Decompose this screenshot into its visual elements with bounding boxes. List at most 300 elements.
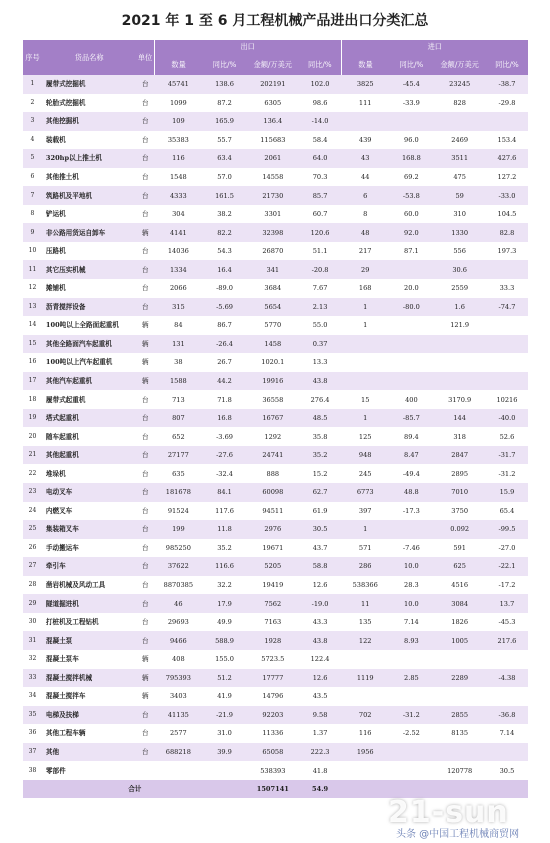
export-amount-yoy: 64.0	[299, 149, 341, 168]
table-row	[23, 576, 528, 595]
export-qty: 91524	[154, 502, 202, 521]
table-row	[23, 242, 528, 261]
row-number: 27	[23, 557, 42, 576]
row-name: 混凝土泵	[42, 631, 136, 650]
row-number: 31	[23, 631, 42, 650]
export-yoy: 54.3	[203, 242, 247, 261]
export-amount-yoy: 12.6	[299, 576, 341, 595]
table-row	[23, 335, 528, 354]
table-row	[23, 427, 528, 446]
row-number: 19	[23, 409, 42, 428]
table-row	[23, 131, 528, 150]
import-amount: 591	[433, 539, 485, 558]
import-qty: 43	[341, 149, 389, 168]
export-yoy: 26.7	[203, 353, 247, 372]
export-amount: 60098	[247, 483, 299, 502]
import-amount-yoy: -99.5	[486, 520, 528, 539]
import-amount-yoy: 13.7	[486, 594, 528, 613]
export-qty: 985250	[154, 539, 202, 558]
export-amount: 5205	[247, 557, 299, 576]
total-export-amount: 1507141	[247, 780, 299, 799]
import-amount-yoy	[486, 743, 528, 762]
row-number: 23	[23, 483, 42, 502]
table-row	[23, 390, 528, 409]
export-yoy: 32.2	[203, 576, 247, 595]
row-number: 3	[23, 112, 42, 131]
import-amount-yoy	[486, 335, 528, 354]
row-name: 100吨以上全路面起重机	[42, 316, 136, 335]
export-amount-yoy: 15.2	[299, 464, 341, 483]
header-export-yoy: 同比/%	[203, 54, 247, 75]
import-qty: 1119	[341, 669, 389, 688]
export-amount: 6305	[247, 94, 299, 113]
row-unit	[136, 761, 154, 780]
export-yoy: 155.0	[203, 650, 247, 669]
export-amount: 7562	[247, 594, 299, 613]
row-number: 10	[23, 242, 42, 261]
import-amount-yoy: -31.7	[486, 446, 528, 465]
table-row	[23, 724, 528, 743]
export-amount-yoy: 41.8	[299, 761, 341, 780]
import-qty: 116	[341, 724, 389, 743]
row-number: 28	[23, 576, 42, 595]
export-qty: 635	[154, 464, 202, 483]
export-amount-yoy: 2.13	[299, 298, 341, 317]
import-yoy	[389, 335, 433, 354]
export-yoy: 11.8	[203, 520, 247, 539]
export-amount-yoy: 222.3	[299, 743, 341, 762]
row-name: 铲运机	[42, 205, 136, 224]
export-qty: 14036	[154, 242, 202, 261]
row-unit: 台	[136, 131, 154, 150]
table-row	[23, 446, 528, 465]
import-amount: 8135	[433, 724, 485, 743]
import-amount-yoy: 30.5	[486, 761, 528, 780]
row-name: 压路机	[42, 242, 136, 261]
row-name: 筑路机及平地机	[42, 186, 136, 205]
table-row	[23, 650, 528, 669]
import-yoy: 10.0	[389, 594, 433, 613]
import-amount-yoy	[486, 650, 528, 669]
header-name: 货品名称	[42, 40, 136, 75]
export-qty: 315	[154, 298, 202, 317]
row-number: 7	[23, 186, 42, 205]
export-amount: 2976	[247, 520, 299, 539]
import-qty: 1	[341, 409, 389, 428]
import-yoy: 48.8	[389, 483, 433, 502]
import-yoy	[389, 761, 433, 780]
table-row	[23, 557, 528, 576]
import-amount-yoy: -40.0	[486, 409, 528, 428]
export-yoy: 51.2	[203, 669, 247, 688]
export-yoy: 41.9	[203, 687, 247, 706]
import-yoy: 92.0	[389, 223, 433, 242]
import-amount: 1005	[433, 631, 485, 650]
row-number: 35	[23, 706, 42, 725]
table-row	[23, 761, 528, 780]
export-yoy: 38.2	[203, 205, 247, 224]
export-amount-yoy: 62.7	[299, 483, 341, 502]
import-yoy: -49.4	[389, 464, 433, 483]
table-row	[23, 539, 528, 558]
export-qty: 1099	[154, 94, 202, 113]
row-number: 6	[23, 168, 42, 187]
export-amount: 2061	[247, 149, 299, 168]
export-qty: 4333	[154, 186, 202, 205]
export-qty: 3403	[154, 687, 202, 706]
import-amount: 3170.9	[433, 390, 485, 409]
export-amount: 5723.5	[247, 650, 299, 669]
import-amount: 475	[433, 168, 485, 187]
row-number: 2	[23, 94, 42, 113]
export-qty: 131	[154, 335, 202, 354]
import-qty: 571	[341, 539, 389, 558]
import-amount: 2855	[433, 706, 485, 725]
row-number: 17	[23, 372, 42, 391]
import-amount-yoy: 65.4	[486, 502, 528, 521]
export-qty: 652	[154, 427, 202, 446]
export-qty: 4141	[154, 223, 202, 242]
export-amount-yoy: 12.6	[299, 669, 341, 688]
import-yoy: 28.3	[389, 576, 433, 595]
import-amount-yoy	[486, 353, 528, 372]
import-yoy: -7.46	[389, 539, 433, 558]
export-qty: 688218	[154, 743, 202, 762]
export-amount-yoy: 58.8	[299, 557, 341, 576]
export-yoy: 63.4	[203, 149, 247, 168]
row-unit: 台	[136, 613, 154, 632]
import-amount: 1330	[433, 223, 485, 242]
export-yoy: 49.9	[203, 613, 247, 632]
import-amount-yoy: 15.9	[486, 483, 528, 502]
export-amount: 19671	[247, 539, 299, 558]
import-yoy: 8.93	[389, 631, 433, 650]
import-qty	[341, 112, 389, 131]
export-yoy: 16.8	[203, 409, 247, 428]
export-yoy: 117.6	[203, 502, 247, 521]
row-name: 其他起重机	[42, 446, 136, 465]
import-amount-yoy: -27.0	[486, 539, 528, 558]
row-unit: 台	[136, 260, 154, 279]
import-qty: 439	[341, 131, 389, 150]
export-amount: 26870	[247, 242, 299, 261]
row-unit: 台	[136, 706, 154, 725]
export-yoy: -89.0	[203, 279, 247, 298]
export-qty: 37622	[154, 557, 202, 576]
row-name: 其他推土机	[42, 168, 136, 187]
import-yoy	[389, 650, 433, 669]
import-amount-yoy: -74.7	[486, 298, 528, 317]
import-qty: 538366	[341, 576, 389, 595]
export-qty: 41135	[154, 706, 202, 725]
import-amount: 0.092	[433, 520, 485, 539]
table-row	[23, 205, 528, 224]
export-amount: 3684	[247, 279, 299, 298]
row-name: 混凝土泵车	[42, 650, 136, 669]
row-unit: 辆	[136, 650, 154, 669]
import-amount-yoy	[486, 372, 528, 391]
row-number: 30	[23, 613, 42, 632]
row-name: 电梯及扶梯	[42, 706, 136, 725]
import-amount-yoy: -33.0	[486, 186, 528, 205]
export-amount: 1020.1	[247, 353, 299, 372]
export-yoy: 86.7	[203, 316, 247, 335]
export-amount: 14796	[247, 687, 299, 706]
import-amount: 625	[433, 557, 485, 576]
export-amount-yoy: 1.37	[299, 724, 341, 743]
row-name: 其他	[42, 743, 136, 762]
import-qty: 29	[341, 260, 389, 279]
row-name: 凿岩机械及风动工具	[42, 576, 136, 595]
table-row	[23, 594, 528, 613]
import-amount-yoy: 10216	[486, 390, 528, 409]
row-number: 8	[23, 205, 42, 224]
import-yoy: 60.0	[389, 205, 433, 224]
row-number: 9	[23, 223, 42, 242]
import-qty: 6773	[341, 483, 389, 502]
import-qty	[341, 353, 389, 372]
import-qty	[341, 650, 389, 669]
row-number: 4	[23, 131, 42, 150]
row-unit: 台	[136, 724, 154, 743]
table-row	[23, 687, 528, 706]
import-qty: 11	[341, 594, 389, 613]
table-row	[23, 149, 528, 168]
import-qty: 6	[341, 186, 389, 205]
export-amount-yoy: 276.4	[299, 390, 341, 409]
export-amount-yoy: -14.0	[299, 112, 341, 131]
export-amount: 7163	[247, 613, 299, 632]
export-qty: 45741	[154, 75, 202, 94]
export-amount: 538393	[247, 761, 299, 780]
row-unit: 辆	[136, 372, 154, 391]
row-name: 其它压实机械	[42, 260, 136, 279]
import-yoy	[389, 260, 433, 279]
export-amount-yoy: 60.7	[299, 205, 341, 224]
export-amount-yoy: 35.8	[299, 427, 341, 446]
table-row	[23, 520, 528, 539]
import-amount	[433, 372, 485, 391]
import-yoy: -2.52	[389, 724, 433, 743]
export-amount: 1928	[247, 631, 299, 650]
import-qty: 397	[341, 502, 389, 521]
table-row	[23, 372, 528, 391]
table-row	[23, 298, 528, 317]
export-amount-yoy: 51.1	[299, 242, 341, 261]
import-amount-yoy: -17.2	[486, 576, 528, 595]
export-yoy: 55.7	[203, 131, 247, 150]
export-amount: 5770	[247, 316, 299, 335]
header-import-qty: 数量	[341, 54, 389, 75]
row-number: 20	[23, 427, 42, 446]
import-qty: 3825	[341, 75, 389, 94]
row-name: 内燃叉车	[42, 502, 136, 521]
export-qty: 116	[154, 149, 202, 168]
import-amount-yoy: 217.6	[486, 631, 528, 650]
import-qty: 15	[341, 390, 389, 409]
row-name: 320hp以上推土机	[42, 149, 136, 168]
import-amount-yoy: 197.3	[486, 242, 528, 261]
row-name: 牵引车	[42, 557, 136, 576]
import-qty	[341, 372, 389, 391]
import-amount: 3750	[433, 502, 485, 521]
export-yoy: 16.4	[203, 260, 247, 279]
export-qty: 27177	[154, 446, 202, 465]
row-name: 电动叉车	[42, 483, 136, 502]
header-import-amount-yoy: 同比/%	[486, 54, 528, 75]
export-yoy: 31.0	[203, 724, 247, 743]
import-qty: 122	[341, 631, 389, 650]
row-unit: 台	[136, 149, 154, 168]
row-unit: 台	[136, 242, 154, 261]
table-row	[23, 316, 528, 335]
row-name: 随车起重机	[42, 427, 136, 446]
import-amount: 310	[433, 205, 485, 224]
import-amount: 121.9	[433, 316, 485, 335]
export-yoy: 39.9	[203, 743, 247, 762]
export-amount: 19916	[247, 372, 299, 391]
header-export-amount-yoy: 同比/%	[299, 54, 341, 75]
import-amount: 1.6	[433, 298, 485, 317]
import-amount-yoy	[486, 260, 528, 279]
export-amount-yoy: 7.67	[299, 279, 341, 298]
export-amount-yoy: 13.3	[299, 353, 341, 372]
export-qty: 181678	[154, 483, 202, 502]
export-yoy: 161.5	[203, 186, 247, 205]
import-qty: 48	[341, 223, 389, 242]
row-number: 16	[23, 353, 42, 372]
import-amount-yoy: 7.14	[486, 724, 528, 743]
export-yoy: 57.0	[203, 168, 247, 187]
export-amount-yoy: 55.0	[299, 316, 341, 335]
table-row	[23, 502, 528, 521]
row-unit: 台	[136, 520, 154, 539]
export-amount-yoy: 85.7	[299, 186, 341, 205]
export-amount: 136.4	[247, 112, 299, 131]
row-unit: 台	[136, 483, 154, 502]
import-amount-yoy: -4.38	[486, 669, 528, 688]
export-yoy: 165.9	[203, 112, 247, 131]
row-unit: 台	[136, 168, 154, 187]
import-qty: 125	[341, 427, 389, 446]
import-qty: 1	[341, 316, 389, 335]
export-qty: 1588	[154, 372, 202, 391]
import-amount: 23245	[433, 75, 485, 94]
export-qty: 29693	[154, 613, 202, 632]
export-amount-yoy: 70.3	[299, 168, 341, 187]
row-unit: 台	[136, 539, 154, 558]
import-yoy	[389, 687, 433, 706]
import-amount-yoy	[486, 316, 528, 335]
export-qty: 35383	[154, 131, 202, 150]
watermark-logo-text: 21-sun	[388, 795, 509, 830]
import-yoy	[389, 743, 433, 762]
row-name: 塔式起重机	[42, 409, 136, 428]
row-unit: 台	[136, 186, 154, 205]
table-row	[23, 669, 528, 688]
import-qty: 245	[341, 464, 389, 483]
row-name: 沥青搅拌设备	[42, 298, 136, 317]
header-export: 出口	[154, 40, 341, 54]
import-amount: 144	[433, 409, 485, 428]
export-yoy: 87.2	[203, 94, 247, 113]
export-amount-yoy: 30.5	[299, 520, 341, 539]
header-import-yoy: 同比/%	[389, 54, 433, 75]
import-amount	[433, 743, 485, 762]
import-amount-yoy: 427.6	[486, 149, 528, 168]
import-yoy: 7.14	[389, 613, 433, 632]
export-amount-yoy: 102.0	[299, 75, 341, 94]
import-yoy: 89.4	[389, 427, 433, 446]
row-unit: 台	[136, 743, 154, 762]
import-amount: 2289	[433, 669, 485, 688]
row-number: 38	[23, 761, 42, 780]
import-qty: 168	[341, 279, 389, 298]
row-unit: 台	[136, 112, 154, 131]
row-number: 32	[23, 650, 42, 669]
export-qty: 9466	[154, 631, 202, 650]
import-yoy: 400	[389, 390, 433, 409]
import-amount	[433, 353, 485, 372]
import-yoy	[389, 112, 433, 131]
export-amount-yoy: -19.0	[299, 594, 341, 613]
export-yoy: -21.9	[203, 706, 247, 725]
row-unit: 辆	[136, 223, 154, 242]
import-qty: 135	[341, 613, 389, 632]
export-yoy: -27.6	[203, 446, 247, 465]
row-unit: 台	[136, 631, 154, 650]
export-amount-yoy: 58.4	[299, 131, 341, 150]
export-amount: 1458	[247, 335, 299, 354]
export-amount: 17777	[247, 669, 299, 688]
import-qty: 702	[341, 706, 389, 725]
export-amount-yoy: 98.6	[299, 94, 341, 113]
export-amount-yoy: 43.8	[299, 631, 341, 650]
import-qty: 8	[341, 205, 389, 224]
import-yoy: 96.0	[389, 131, 433, 150]
watermark-caption: 头条 @中国工程机械商贸网	[396, 829, 520, 840]
export-yoy: -5.69	[203, 298, 247, 317]
export-amount: 341	[247, 260, 299, 279]
data-table	[23, 40, 528, 798]
export-amount-yoy: 61.9	[299, 502, 341, 521]
export-amount: 5654	[247, 298, 299, 317]
row-name: 轮胎式挖掘机	[42, 94, 136, 113]
export-amount: 16767	[247, 409, 299, 428]
row-name: 集装箱叉车	[42, 520, 136, 539]
export-amount-yoy: -20.8	[299, 260, 341, 279]
import-qty: 1	[341, 520, 389, 539]
import-amount: 3511	[433, 149, 485, 168]
export-qty: 2577	[154, 724, 202, 743]
row-name: 摊铺机	[42, 279, 136, 298]
row-unit: 台	[136, 390, 154, 409]
table-row	[23, 223, 528, 242]
export-qty: 807	[154, 409, 202, 428]
row-number: 13	[23, 298, 42, 317]
import-amount: 828	[433, 94, 485, 113]
header-import: 进口	[341, 40, 528, 54]
import-yoy: -85.7	[389, 409, 433, 428]
export-yoy: 138.6	[203, 75, 247, 94]
export-yoy: 44.2	[203, 372, 247, 391]
row-name: 履带式起重机	[42, 390, 136, 409]
export-yoy: 17.9	[203, 594, 247, 613]
row-number: 1	[23, 75, 42, 94]
row-name: 其他汽车起重机	[42, 372, 136, 391]
import-amount: 4516	[433, 576, 485, 595]
total-label: 合计	[23, 780, 247, 799]
